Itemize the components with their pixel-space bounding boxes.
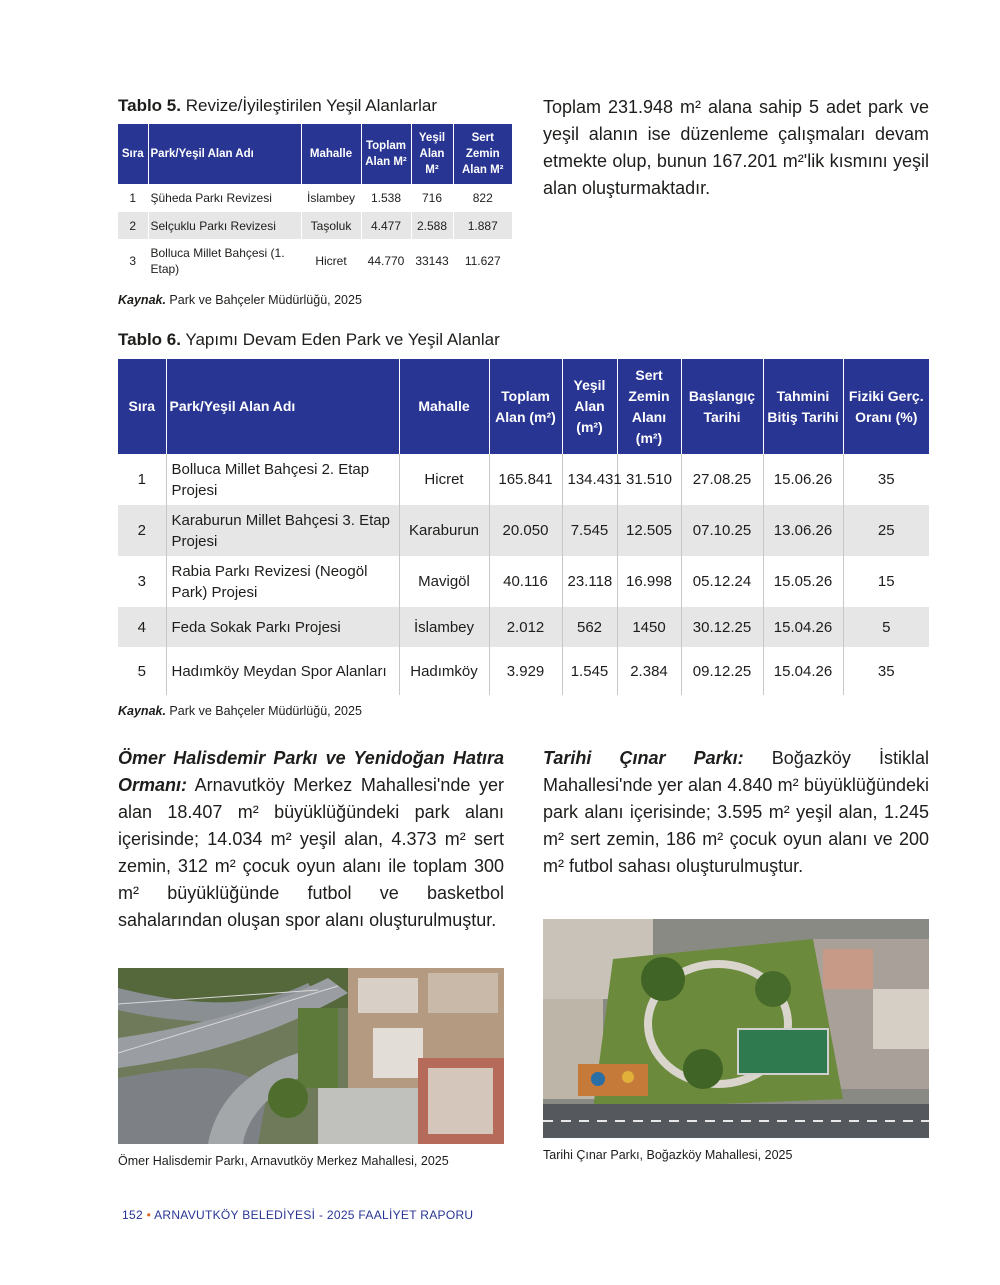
table-row: [118, 212, 512, 239]
table-cell: 44.770: [361, 239, 411, 283]
table-cell: 1: [118, 454, 166, 505]
table-row: [118, 556, 929, 607]
table-cell: Bolluca Millet Bahçesi 2. Etap Projesi: [166, 454, 399, 505]
table-cell: 5: [118, 647, 166, 695]
table-cell: 2.588: [411, 212, 453, 239]
table-cell: 1450: [617, 607, 681, 647]
table-cell: 3: [118, 556, 166, 607]
park-photo-illustration: [543, 919, 929, 1138]
table-cell: 2: [118, 212, 148, 239]
table-cell: 15.04.26: [763, 607, 843, 647]
right-section-title: Tarihi Çınar Parkı:: [543, 748, 744, 768]
table-cell: 1.538: [361, 184, 411, 212]
table-cell: 07.10.25: [681, 505, 763, 556]
table5-header-cell: Park/Yeşil Alan Adı: [148, 124, 301, 184]
table-row: [118, 454, 929, 505]
table5-header-cell: Yeşil Alan M²: [411, 124, 453, 184]
table6-header-cell: Fiziki Gerç. Oranı (%): [843, 359, 929, 454]
table-cell: 23.118: [562, 556, 617, 607]
table-cell: 16.998: [617, 556, 681, 607]
table-cell: 13.06.26: [763, 505, 843, 556]
table-cell: 1.887: [453, 212, 512, 239]
table-cell: 35: [843, 454, 929, 505]
table-cell: 1: [118, 184, 148, 212]
table-cell: 12.505: [617, 505, 681, 556]
table5-header-row: [118, 124, 512, 184]
table5-header-cell: Toplam Alan M²: [361, 124, 411, 184]
right-section-text: [543, 745, 929, 880]
table-cell: Bolluca Millet Bahçesi (1. Etap): [148, 239, 301, 283]
table-cell: Feda Sokak Parkı Projesi: [166, 607, 399, 647]
page-footer: [122, 1208, 473, 1222]
table-cell: Hadımköy: [399, 647, 489, 695]
table-cell: 3: [118, 239, 148, 283]
table-row: [118, 647, 929, 695]
table-cell: Taşoluk: [301, 212, 361, 239]
table-cell: 05.12.24: [681, 556, 763, 607]
table-cell: 134.431: [562, 454, 617, 505]
table-cell: Rabia Parkı Revizesi (Neogöl Park) Projesi: [166, 556, 399, 607]
table5: [118, 124, 512, 283]
footer-separator: -: [318, 1208, 324, 1222]
table-cell: 27.08.25: [681, 454, 763, 505]
table-row: [118, 607, 929, 647]
table-row: [118, 505, 929, 556]
right-photo-caption: Tarihi Çınar Parkı, Boğazköy Mahallesi, 2025: [543, 1148, 793, 1162]
table-cell: 7.545: [562, 505, 617, 556]
footer-bullet: •: [146, 1208, 152, 1222]
table-cell: 716: [411, 184, 453, 212]
left-section-text: [118, 745, 504, 934]
table-cell: 25: [843, 505, 929, 556]
table-cell: 562: [562, 607, 617, 647]
left-photo-caption: Ömer Halisdemir Parkı, Arnavutköy Merkez Mahallesi, 2025: [118, 1154, 449, 1168]
left-section-title: Ömer Halisdemir Parkı ve Yenidoğan Hatıra Ormanı:: [118, 748, 504, 795]
table-row: [118, 184, 512, 212]
table-cell: 1.545: [562, 647, 617, 695]
table-cell: 35: [843, 647, 929, 695]
table6: [118, 359, 929, 695]
page-number: 152: [122, 1208, 143, 1222]
table6-header-cell: Yeşil Alan (m²): [562, 359, 617, 454]
footer-report: 2025 FAALİYET RAPORU: [326, 1208, 474, 1222]
table-cell: 165.841: [489, 454, 562, 505]
table6-source: Kaynak. Park ve Bahçeler Müdürlüğü, 2025: [118, 704, 362, 718]
table-cell: Şüheda Parkı Revizesi: [148, 184, 301, 212]
left-section-body: Arnavutköy Merkez Mahallesi'nde yer alan 18.407 m² büyüklüğündeki park alanı içerisinde; 14.034 m² yeşil alan, 4.373 m² sert zemin, 312 m² çocuk oyun alanı ile toplam 300 m² büyüklüğünde futbol ve basketbol sahalarından oluşan spor alanı oluşturulmuştur.: [118, 775, 504, 930]
park-photo-tarihi-cinar: [543, 919, 929, 1138]
table6-header-cell: Tahmini Bitiş Tarihi: [763, 359, 843, 454]
table-row: [118, 239, 512, 283]
table-cell: Karaburun: [399, 505, 489, 556]
table-cell: 15: [843, 556, 929, 607]
table5-header-cell: Mahalle: [301, 124, 361, 184]
table-cell: 3.929: [489, 647, 562, 695]
table-cell: Karaburun Millet Bahçesi 3. Etap Projesi: [166, 505, 399, 556]
table-cell: İslambey: [399, 607, 489, 647]
table-cell: 2.012: [489, 607, 562, 647]
table-cell: 2: [118, 505, 166, 556]
table-cell: 822: [453, 184, 512, 212]
table-cell: İslambey: [301, 184, 361, 212]
table6-header-cell: Başlangıç Tarihi: [681, 359, 763, 454]
table-cell: 11.627: [453, 239, 512, 283]
table6-header-cell: Sert Zemin Alanı (m²): [617, 359, 681, 454]
table-cell: 30.12.25: [681, 607, 763, 647]
right-section-body: Boğazköy İstiklal Mahallesi'nde yer alan 4.840 m² büyüklüğündeki park alanı içerisinde; 3.595 m² yeşil alan, 1.245 m² sert zemin, 186 m² çocuk oyun alanı ve 200 m² futbol sahası oluşturulmuştur.: [543, 748, 929, 876]
table5-source: Kaynak. Park ve Bahçeler Müdürlüğü, 2025: [118, 293, 362, 307]
table6-header-cell: Park/Yeşil Alan Adı: [166, 359, 399, 454]
footer-org: ARNAVUTKÖY BELEDİYESİ: [154, 1208, 316, 1222]
table-cell: Selçuklu Parkı Revizesi: [148, 212, 301, 239]
table-cell: 15.04.26: [763, 647, 843, 695]
table6-header-cell: Mahalle: [399, 359, 489, 454]
table-cell: 5: [843, 607, 929, 647]
table5-header-cell: Sıra: [118, 124, 148, 184]
table-cell: 4: [118, 607, 166, 647]
table-cell: Hicret: [399, 454, 489, 505]
table6-header-row: [118, 359, 929, 454]
table-cell: 33143: [411, 239, 453, 283]
table-cell: 20.050: [489, 505, 562, 556]
table-cell: 31.510: [617, 454, 681, 505]
table5-caption: Tablo 5. Revize/İyileştirilen Yeşil Alanlarlar: [118, 96, 438, 115]
table-cell: 40.116: [489, 556, 562, 607]
table-cell: 2.384: [617, 647, 681, 695]
park-photo-illustration: [118, 968, 504, 1144]
table-cell: Hadımköy Meydan Spor Alanları: [166, 647, 399, 695]
table-cell: 15.05.26: [763, 556, 843, 607]
table-cell: Mavigöl: [399, 556, 489, 607]
table-cell: Hicret: [301, 239, 361, 283]
table6-caption: Tablo 6. Yapımı Devam Eden Park ve Yeşil Alanlar: [118, 330, 500, 349]
table-cell: 15.06.26: [763, 454, 843, 505]
table6-header-cell: Sıra: [118, 359, 166, 454]
table-cell: 4.477: [361, 212, 411, 239]
table5-header-cell: Sert Zemin Alan M²: [453, 124, 512, 184]
intro-paragraph: Toplam 231.948 m² alana sahip 5 adet park ve yeşil alanın ise düzenleme çalışmaları devam etmekte olup, bunun 167.201 m²'lik kısmını yeşil alan oluşturmaktadır.: [543, 97, 929, 198]
table6-header-cell: Toplam Alan (m²): [489, 359, 562, 454]
table-cell: 09.12.25: [681, 647, 763, 695]
park-photo-omer-halisdemir: [118, 968, 504, 1144]
